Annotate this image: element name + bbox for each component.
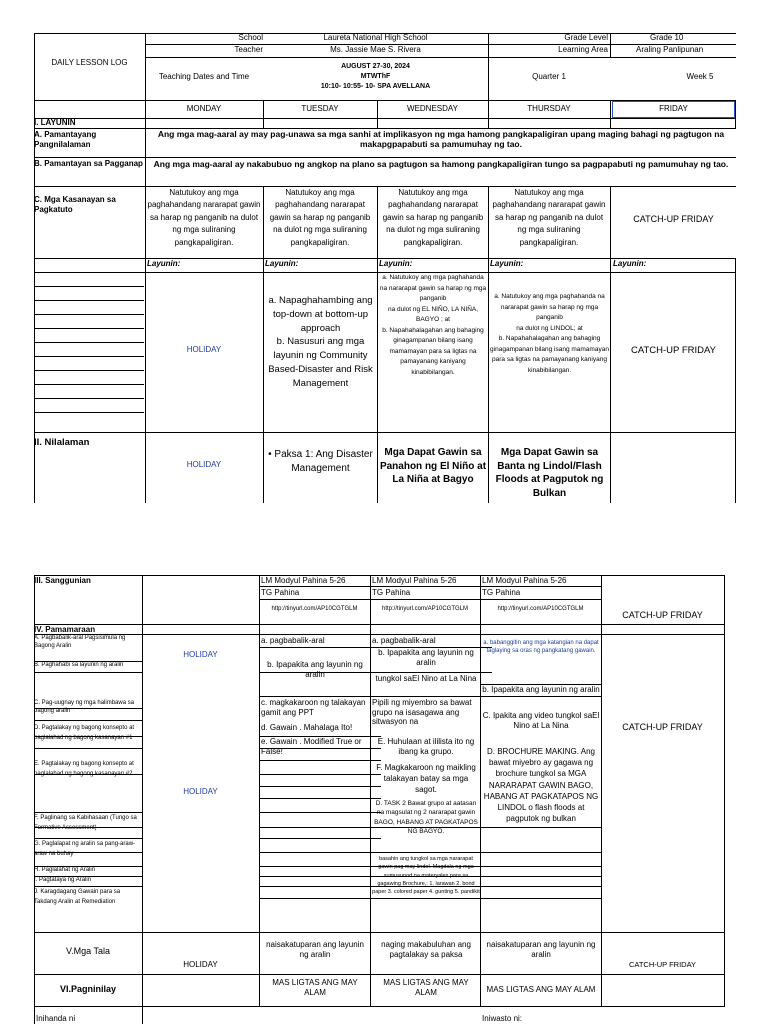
ligtas-tuesday: MAS LIGTAS ANG MAY ALAM [272, 978, 358, 997]
wednesday-content: Mga Dapat Gawin sa Panahon ng El Niño at La Niña at Bagyo [379, 447, 487, 485]
row-g-label: G. Paglalapat ng aralin sa pang-araw-araw na buhay [34, 841, 136, 857]
day-thursday: THURSDAY [527, 104, 571, 113]
week: Week 5 [686, 72, 714, 81]
url-tuesday[interactable]: http://tinyurl.com/AP10CGTGLM [271, 606, 358, 612]
wed-a: a. pagbabalik-aral [372, 636, 436, 645]
dates-line-2: MTWThF [360, 73, 391, 80]
row-f-label: F. Paglinang sa Kabihasaan (Tungo sa Formative Assessment) [34, 815, 137, 831]
catchup-friday-kasanayan: CATCH-UP FRIDAY [633, 214, 714, 224]
pagganap-label: B. Pamantayan sa Pagganap [34, 159, 143, 168]
wed-video: tungkol saEl Nino at La Nina [375, 674, 477, 683]
kasanayan-label: C. Mga Kasanayan sa Pagkatuto [34, 195, 116, 214]
catchup-friday-sanggunian: CATCH-UP FRIDAY [622, 610, 703, 620]
layunin-sub-thursday: Layunin: [490, 259, 524, 268]
lm-tuesday: LM Modyul Pahina 5-26 [261, 576, 346, 585]
inihanda-label: Inihanda ni [36, 1014, 76, 1023]
log-title: DAILY LESSON LOG [51, 58, 128, 67]
day-tuesday: TUESDAY [301, 104, 339, 113]
learning-area-value: Araling Panlipunan [636, 45, 704, 54]
dates-line-1: AUGUST 27-30, 2024 [341, 63, 410, 70]
dates-label: Teaching Dates and Time [158, 72, 250, 81]
kasanayan-tuesday: Natutukoy ang mga paghahandang nararapat gawin sa harap ng panganib na dulot ng mga suliraning pangkapaligiran. [269, 188, 371, 247]
day-friday: FRIDAY [659, 104, 688, 113]
row-h-label: H. Paglalahat ng Aralin [34, 867, 96, 873]
row-i-label: I. Pagtataya ng Aralin [34, 877, 92, 883]
wed-task2: D. TASK 2 Bawat grupo at aatasan na magsulat ng 2 nararapat gawin BAGO, HABANG AT PAGKATAPOS NG BAGYO. [374, 800, 478, 836]
tala-thursday: naisakatuparan ang layunin ng aralin [486, 940, 596, 959]
wed-f: F. Magkakaroon ng maikling talakayan batay sa mga sagot. [376, 763, 476, 795]
row-d-label: D. Pagtalakay ng bagong konsepto at paglalahad ng bagong kasanayan #1 [34, 725, 135, 741]
layunin-sub-wednesday: Layunin: [379, 259, 413, 268]
day-wednesday: WEDNESDAY [407, 104, 458, 113]
wed-e: E. Huhulaan at ililista ito ng ibang ka grupo. [377, 737, 475, 756]
teacher-value: Ms. Jassie Mae S. Rivera [330, 45, 421, 54]
thu-c: C. Ipakita ang video tungkol saEl Nino at La Nina [482, 711, 600, 730]
holiday-pamamaraan-1: HOLIDAY [183, 650, 218, 659]
tue-e: e. Gawain . Modified True or False! [261, 737, 362, 756]
tuesday-content: • Paksa 1: Ang Disaster Management [268, 449, 373, 474]
tue-b: b. Ipapakita ang layunin ng aralin [267, 660, 363, 679]
thursday-content: Mga Dapat Gawin sa Banta ng Lindol/Flash Floods at Pagputok ng Bulkan [495, 447, 604, 499]
lm-wednesday: LM Modyul Pahina 5-26 [372, 576, 457, 585]
wed-pipili: Pipili ng miyembro sa bawat grupo na isasagawa ang sitwasyon na [372, 698, 472, 727]
layunin-sub-friday: Layunin: [613, 259, 647, 268]
row-a-label: A. Pagbabalik-aral Pagsisimula ng Bagong Aralin [34, 635, 126, 649]
catchup-friday-tala: CATCH-UP FRIDAY [628, 960, 697, 969]
tuesday-objectives: a. Napaghahambing ang top-down at bottom-up approach b. Nasusuri ang mga layunin ng Community Based-Disaster and Risk Management [268, 295, 373, 389]
tala-wednesday: naging makabuluhan ang pagtalakay sa paksa [381, 940, 471, 959]
kasanayan-thursday: Natutukoy ang mga paghahandang nararapat gawin sa harap ng panganib na dulot ng mga suliraning pangkapaligiran. [492, 188, 606, 247]
holiday-pamamaraan-2: HOLIDAY [183, 787, 218, 796]
thu-a: a. babanggitin ang mga katangian na dapat taglaying sa oras ng pangkatang gawain. [483, 640, 599, 655]
holiday-objective: HOLIDAY [186, 345, 222, 354]
tue-c: c. magkakaroon ng talakayan gamit ang PPT [261, 698, 366, 717]
layunin-sub-monday: Layunin: [147, 259, 181, 268]
tg-wednesday: TG Pahina [372, 588, 411, 597]
section-sanggunian: III. Sanggunian [34, 576, 91, 585]
tala-tuesday: naisakatuparan ang layunin ng aralin [266, 940, 364, 959]
section-layunin: I. LAYUNIN [34, 118, 76, 127]
row-b-label: B. Paghahabi sa layunin ng aralin [34, 662, 124, 668]
dates-line-3: 10:10- 10:55- 10- SPA AVELLANA [320, 83, 431, 90]
lm-thursday: LM Modyul Pahina 5-26 [482, 576, 567, 585]
quarter: Quarter 1 [532, 72, 566, 81]
learning-area-label: Learning Area [558, 45, 608, 54]
row-j-label: J. Karagdagang Gawain para sa Takdang Aralin at Remediation [34, 889, 121, 905]
catchup-friday-objectives: CATCH-UP FRIDAY [631, 345, 716, 356]
layunin-sub-tuesday: Layunin: [265, 259, 299, 268]
pagganap-text: Ang mga mag-aaral ay nakabubuo ng angkop na plano sa pagtugon sa hamong pangkapaligiran tungo sa pagpapabuti ng pamumuhay ng tao. [153, 159, 729, 169]
school-value: Laureta National High School [323, 33, 428, 42]
thu-b: b. Ipapakita ang layunin ng aralin [482, 685, 600, 694]
pamantayang-label: A. Pamantayang Pangnilalaman [34, 130, 97, 149]
pamantayang-text: Ang mga mag-aaral ay may pag-unawa sa mga sanhi at implikasyon ng mga hamong pangkapaligiran upang maging bahagi ng pagtugon na makapgpapabuti sa pamumuhay ng tao. [157, 129, 725, 150]
section-pamamaraan: IV. Pamamaraan [34, 625, 96, 634]
ligtas-thursday: MAS LIGTAS ANG MAY ALAM [486, 985, 596, 994]
section-nilalaman: II. Nilalaman [34, 437, 90, 448]
kasanayan-wednesday: Natutukoy ang mga paghahandang nararapat gawin sa harap ng panganib na dulot ng mga suliraning pangkapaligiran. [382, 188, 484, 247]
wed-b: b. Ipapakita ang layunin ng aralin [378, 648, 474, 667]
day-monday: MONDAY [186, 104, 222, 113]
teacher-label: Teacher [234, 45, 263, 54]
ligtas-wednesday: MAS LIGTAS ANG MAY ALAM [383, 978, 469, 997]
section-pagninilay: VI.Pagninilay [59, 984, 117, 994]
school-label: School [238, 33, 263, 42]
tg-tuesday: TG Pahina [261, 588, 300, 597]
wed-brochure: basahin ang tungkol sa mga nararapat gawin pag may lindol. Magdala ng mga sumusunod na materyales para sa gagawing Brochure,: 1. larawan 2. bond paper 3. colored paper 4. gunting 5. pandikit [372, 856, 480, 895]
row-c-label: C. Pag-uugnay ng mga halimbawa sa bagong aralin [34, 700, 135, 714]
thu-d: D. BROCHURE MAKING. Ang bawat miyebro ay gagawa ng brochure tungkol sa MGA NARARAPAT GAWIN BAGO, HABANG AT PAGKATAPOS NG LINDOL o flash floods at pagputok ng bulkan [483, 747, 599, 824]
wednesday-objectives: a. Natutukoy ang mga paghahanda na nararapat gawin sa harap ng mga panganib na dulot ng EL NIÑO, LA NIÑA, BAGYO ; at b. Napahahalagahan ang bahaging ginagampanan bilang isang mamamayan para sa ligtas na pamayanang kaniyang kinabibilangan. [379, 274, 487, 376]
tg-thursday: TG Pahina [482, 588, 521, 597]
catchup-friday-pamamaraan: CATCH-UP FRIDAY [622, 722, 703, 732]
section-mga-tala: V.Mga Tala [65, 946, 111, 956]
tue-d: d. Gawain . Mahalaga Ito! [261, 723, 353, 732]
holiday-tala: HOLIDAY [183, 960, 218, 969]
url-wednesday[interactable]: http://tinyurl.com/AP10CGTGLM [381, 606, 469, 612]
thursday-objectives: a. Natutukoy ang mga paghahanda na nararapat gawin sa harap ng mga panganib na dulot ng LINDOL; at b. Napahahalagahan ang bahaging ginagampanan bilang isang mamamayan para sa ligtas na pamayanang kaniyang kinabibilangan. [490, 293, 609, 374]
holiday-content: HOLIDAY [186, 460, 222, 469]
grade-level-value: Grade 10 [650, 33, 684, 42]
tue-a: a. pagbabalik-aral [261, 636, 325, 645]
kasanayan-monday: Natutukoy ang mga paghahandang nararapat gawin sa harap ng panganib na dulot ng mga suliraning pangkapaligiran. [147, 188, 261, 247]
grade-level-label: Grade Level [564, 33, 608, 42]
iniwasto-label: Iniwasto ni: [482, 1014, 523, 1023]
row-e-label: E. Pagtalakay ng bagong konsepto at paglalahad ng bagong kasanayan #2 [34, 761, 134, 777]
url-thursday[interactable]: http://tinyurl.com/AP10CGTGLM [497, 606, 584, 612]
